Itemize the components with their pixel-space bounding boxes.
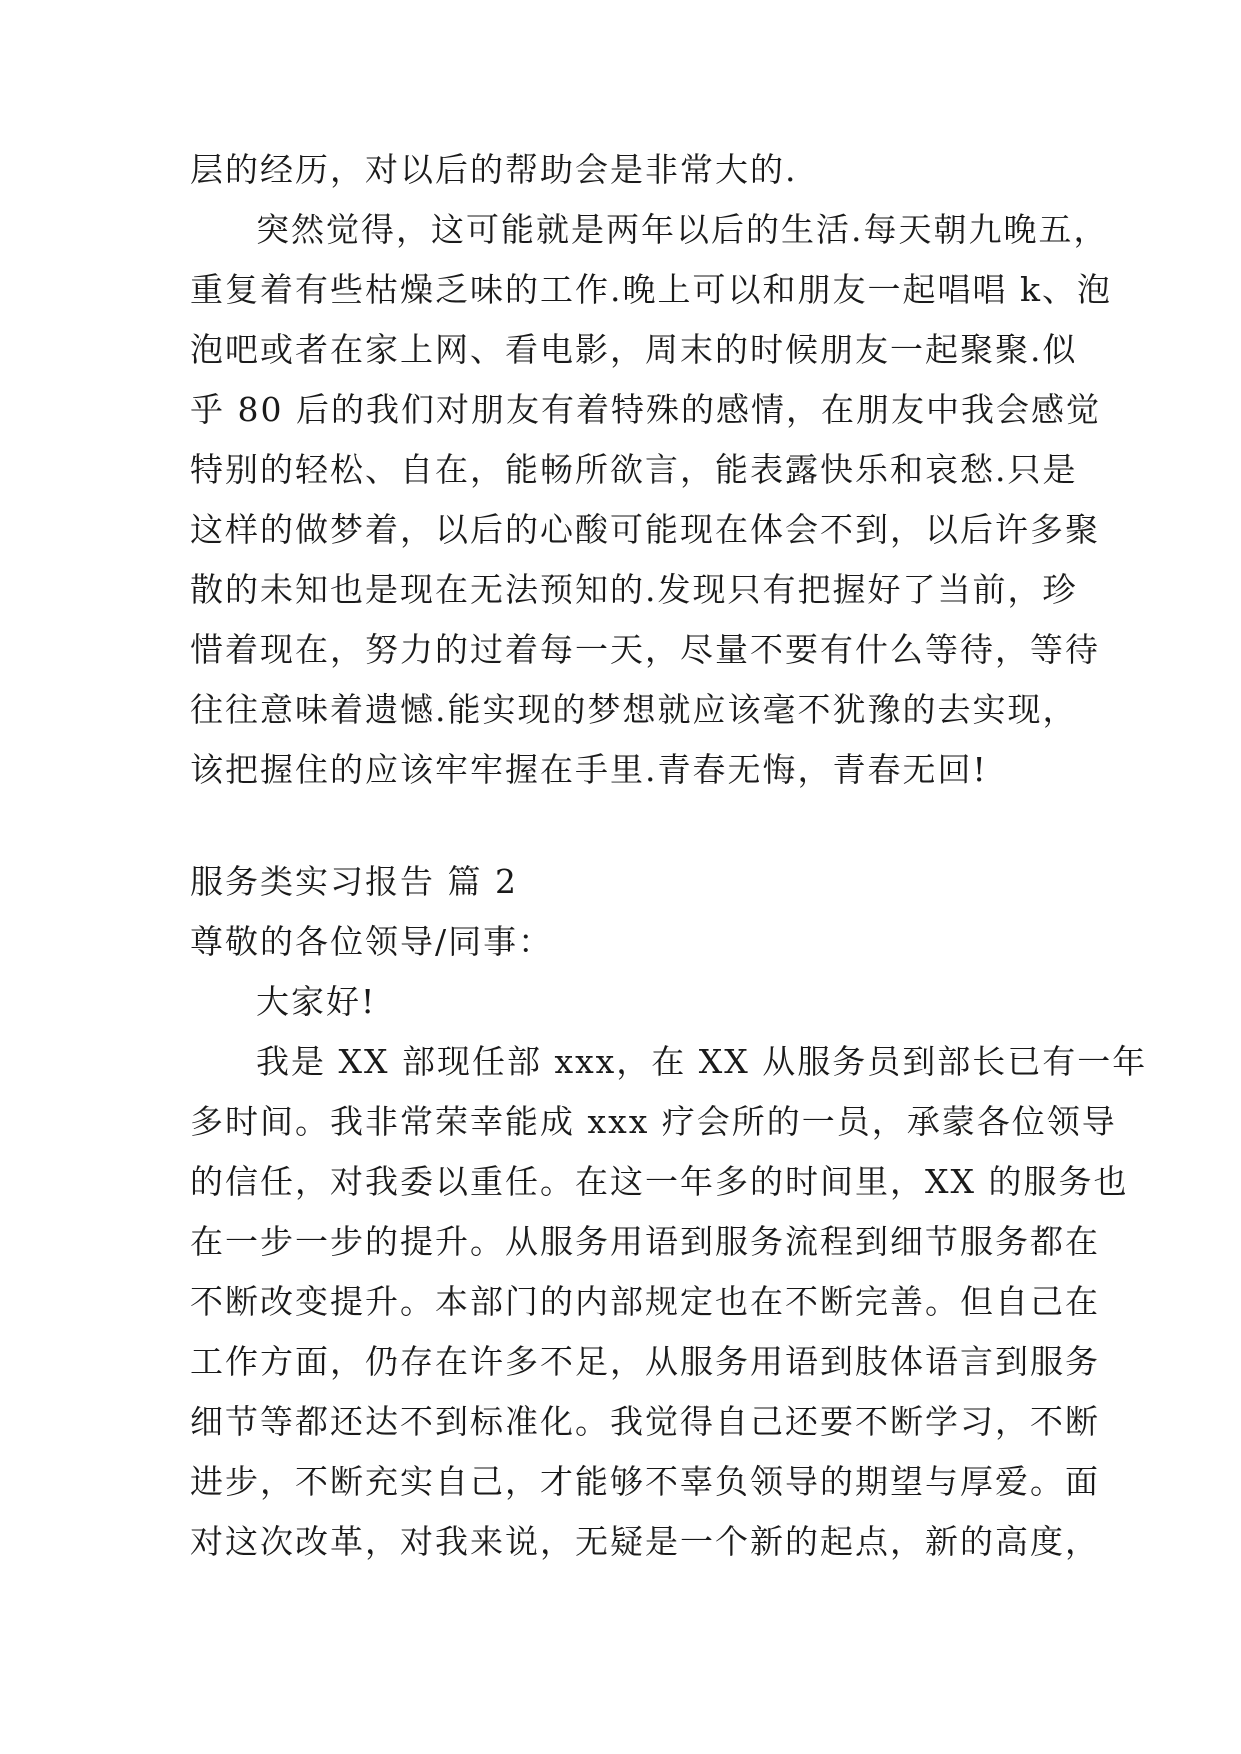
paragraph-line: 散的未知也是现在无法预知的.发现只有把握好了当前，珍 bbox=[190, 570, 1078, 609]
paragraph-line: 特别的轻松、自在，能畅所欲言，能表露快乐和哀愁.只是 bbox=[190, 450, 1078, 489]
paragraph-line: 重复着有些枯燥乏味的工作.晚上可以和朋友一起唱唱 k、泡 bbox=[190, 270, 1112, 309]
section-heading: 服务类实习报告 篇 2 bbox=[190, 862, 518, 901]
paragraph-line: 层的经历，对以后的帮助会是非常大的. bbox=[190, 150, 798, 189]
paragraph-line: 不断改变提升。本部门的内部规定也在不断完善。但自己在 bbox=[190, 1282, 1100, 1321]
paragraph-line: 我是 XX 部现任部 xxx，在 XX 从服务员到部长已有一年 bbox=[256, 1042, 1148, 1081]
paragraph-line: 惜着现在，努力的过着每一天，尽量不要有什么等待，等待 bbox=[190, 630, 1100, 669]
paragraph-line: 多时间。我非常荣幸能成 xxx 疗会所的一员，承蒙各位领导 bbox=[190, 1102, 1117, 1141]
paragraph-line: 往往意味着遗憾.能实现的梦想就应该毫不犹豫的去实现， bbox=[190, 690, 1078, 729]
greeting: 大家好! bbox=[256, 982, 377, 1021]
paragraph-line: 对这次改革，对我来说，无疑是一个新的起点，新的高度， bbox=[190, 1522, 1100, 1561]
paragraph-line: 突然觉得，这可能就是两年以后的生活.每天朝九晚五， bbox=[256, 210, 1109, 249]
paragraph-line: 工作方面，仍存在许多不足，从服务用语到肢体语言到服务 bbox=[190, 1342, 1100, 1381]
paragraph-line: 这样的做梦着，以后的心酸可能现在体会不到，以后许多聚 bbox=[190, 510, 1100, 549]
paragraph-line: 泡吧或者在家上网、看电影，周末的时候朋友一起聚聚.似 bbox=[190, 330, 1078, 369]
paragraph-line: 该把握住的应该牢牢握在手里.青春无悔，青春无回! bbox=[190, 750, 988, 789]
paragraph-line: 在一步一步的提升。从服务用语到服务流程到细节服务都在 bbox=[190, 1222, 1100, 1261]
paragraph-line: 的信任，对我委以重任。在这一年多的时间里，XX 的服务也 bbox=[190, 1162, 1129, 1201]
paragraph-line: 细节等都还达不到标准化。我觉得自己还要不断学习，不断 bbox=[190, 1402, 1100, 1441]
salutation: 尊敬的各位领导/同事： bbox=[190, 922, 554, 961]
paragraph-line: 进步，不断充实自己，才能够不辜负领导的期望与厚爱。面 bbox=[190, 1462, 1100, 1501]
paragraph-line: 乎 80 后的我们对朋友有着特殊的感情，在朋友中我会感觉 bbox=[190, 390, 1101, 429]
